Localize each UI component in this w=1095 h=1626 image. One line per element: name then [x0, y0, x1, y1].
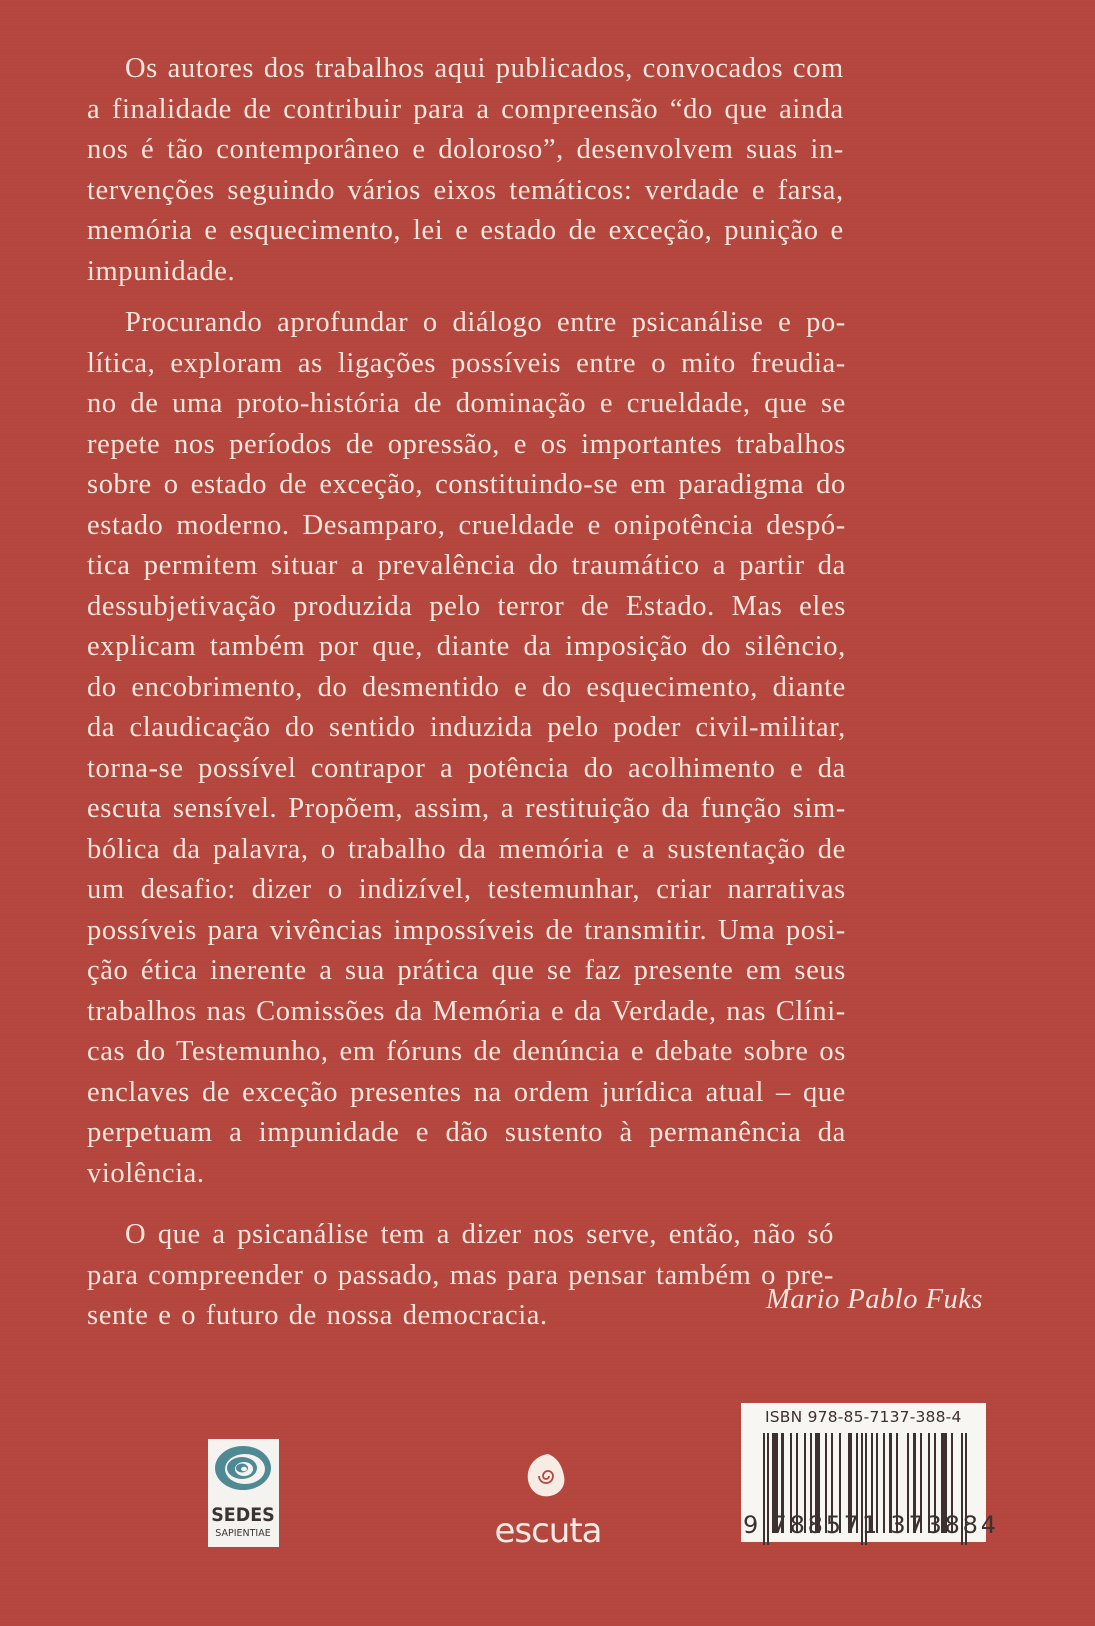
text-line: lítica, exploram as ligações possíveis entre o mito freudia- — [87, 347, 846, 379]
text-line: tervenções seguindo vários eixos temáticos: verdade e farsa, — [87, 174, 844, 206]
text-line: a finalidade de contribuir para a compreensão “do que ainda — [87, 93, 844, 125]
text-line: nos é tão contemporâneo e doloroso”, desenvolvem suas in- — [87, 134, 844, 165]
text-line: bólica da palavra, o trabalho da memória e a sustentação de — [87, 833, 846, 865]
text-line: para compreender o passado, mas para pensar também o pre- — [87, 1259, 834, 1291]
text-line: ção ética inerente a sua prática que se faz presente em seus — [87, 955, 846, 986]
escuta-logo — [486, 1446, 610, 1546]
isbn-label: ISBN 978-85-7137-388-4 — [765, 1408, 962, 1426]
paragraph-1 — [87, 49, 844, 292]
shell-icon — [486, 1446, 610, 1546]
text-line: trabalhos nas Comissões da Memória e da Verdade, nas Clíni- — [87, 995, 846, 1027]
text-line: impunidade. — [87, 255, 236, 287]
text-line: torna-se possível contrapor a potência do acolhimento e da — [87, 752, 846, 784]
text-line: sente e o futuro de nossa democracia. — [87, 1300, 548, 1331]
isbn-barcode — [741, 1403, 999, 1542]
text-line: escuta sensível. Propõem, assim, a restituição da função sim- — [87, 793, 846, 824]
text-line: um desafio: dizer o indizível, testemunhar, criar narrativas — [87, 874, 846, 905]
paragraph-3 — [87, 1215, 834, 1337]
text-line: violência. — [87, 1157, 205, 1189]
text-line: Os autores dos trabalhos aqui publicados, convocados com — [125, 53, 844, 84]
text-line: da claudicação do sentido induzida pelo poder civil-militar, — [87, 712, 846, 743]
text-line: estado moderno. Desamparo, crueldade e onipotência despó- — [87, 509, 846, 541]
ean-right-group: 373884 — [890, 1511, 999, 1539]
text-line: enclaves de exceção presentes na ordem jurídica atual – que — [87, 1076, 846, 1108]
text-line: O que a psicanálise tem a dizer nos serve, então, não só — [125, 1219, 834, 1250]
text-line: no de uma proto-história de dominação e crueldade, que se — [87, 388, 846, 419]
ean-left-group: 788571 — [771, 1511, 880, 1539]
text-line: dessubjetivação produzida pelo terror de Estado. Mas eles — [87, 590, 846, 622]
spiral-icon — [208, 1439, 279, 1547]
sedes-sapientiae-logo — [208, 1439, 279, 1547]
text-line: memória e esquecimento, lei e estado de exceção, punição e — [87, 215, 844, 246]
text-line: repete nos períodos de opressão, e os importantes trabalhos — [87, 428, 846, 460]
ean-first-digit: 9 — [743, 1511, 762, 1539]
text-line: tica permitem situar a prevalência do traumático a partir da — [87, 550, 846, 581]
author-signature: Mario Pablo Fuks — [766, 1284, 983, 1315]
svg-text:SEDES: SEDES — [211, 1504, 275, 1527]
svg-text:escuta: escuta — [494, 1511, 602, 1546]
text-line: sobre o estado de exceção, constituindo-se em paradigma do — [87, 469, 846, 500]
text-line: cas do Testemunho, em fóruns de denúncia e debate sobre os — [87, 1036, 846, 1067]
text-line: do encobrimento, do desmentido e do esquecimento, diante — [87, 671, 846, 703]
text-line: perpetuam a impunidade e dão sustento à permanência da — [87, 1117, 846, 1148]
text-line: explicam também por que, diante da imposição do silêncio, — [87, 631, 846, 662]
paragraph-2 — [87, 303, 846, 1194]
svg-text:SAPIENTIAE: SAPIENTIAE — [215, 1528, 271, 1539]
text-line: Procurando aprofundar o diálogo entre psicanálise e po- — [125, 307, 846, 338]
text-line: possíveis para vivências impossíveis de transmitir. Uma posi- — [87, 914, 846, 946]
ean-number — [743, 1511, 999, 1539]
